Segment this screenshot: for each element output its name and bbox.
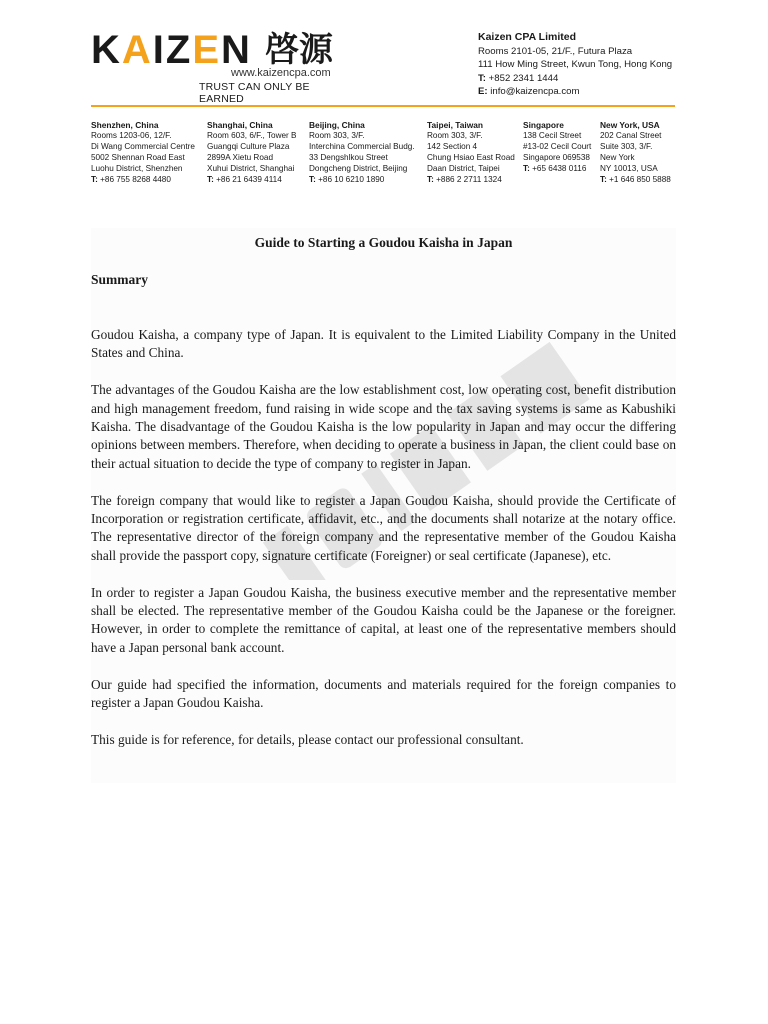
office-address-line: Di Wang Commercial Centre	[91, 141, 195, 151]
office-phone-number: +886 2 2711 1324	[436, 174, 502, 184]
office-address-line: Guangqi Culture Plaza	[207, 141, 290, 151]
hq-email-address[interactable]: info@kaizencpa.com	[490, 86, 580, 97]
logo-letter: A	[121, 28, 153, 72]
office-address-line: Interchina Commercial Budg.	[309, 141, 415, 151]
office-address-line: 138 Cecil Street	[523, 130, 582, 140]
office-phone-number: +86 21 6439 4114	[216, 174, 282, 184]
hq-address-line-1: Rooms 2101-05, 21/F., Futura Plaza	[478, 45, 633, 57]
hq-phone-label: T:	[478, 72, 486, 84]
office-phone-number: +86 755 8268 4480	[100, 174, 171, 184]
office-city: New York, USA	[600, 120, 660, 130]
office-phone-number: +86 10 6210 1890	[318, 174, 385, 184]
office-phone-number: +65 6438 0116	[532, 163, 587, 173]
office-address-line: Rooms 1203-06, 12/F.	[91, 130, 172, 140]
office-phone	[427, 175, 515, 186]
office-address-line: New York	[600, 152, 635, 162]
company-logo	[91, 28, 351, 105]
office-address-line: Chung Hsiao East Road	[427, 152, 515, 162]
office-city: Shenzhen, China	[91, 120, 159, 130]
office-city: Shanghai, China	[207, 120, 273, 130]
office-phone-label: T:	[427, 174, 434, 184]
logo-letter: N	[221, 28, 252, 72]
paragraph: The foreign company that would like to register a Japan Goudou Kaisha, should provide the Certificate of Incorporation or registration certificate, affidavit, etc., and the documents shall notarize at the notary office. The representative director of the foreign company and the representative member of the Goudou Kaisha shall provide the passport copy, signature certificate (Foreigner) or seal certificate (Japanese), etc.	[91, 492, 676, 563]
office-shenzhen	[91, 120, 195, 185]
office-address-line: 2899A Xietu Road	[207, 152, 274, 162]
header-divider	[91, 105, 675, 107]
office-address-line: Xuhui District, Shanghai	[207, 163, 295, 173]
office-shanghai	[207, 120, 297, 185]
headquarters-address	[478, 31, 698, 99]
hq-email	[478, 85, 698, 99]
office-address-line: 202 Canal Street	[600, 130, 662, 140]
document-title: Guide to Starting a Goudou Kaisha in Japan	[254, 235, 513, 250]
paragraph: This guide is for reference, for details, please contact our professional consultant.	[91, 731, 524, 747]
hq-company-name: Kaizen CPA Limited	[478, 31, 577, 43]
office-phone-label: T:	[207, 174, 214, 184]
office-address-line: Dongcheng District, Beijing	[309, 163, 408, 173]
office-address-line: Luohu District, Shenzhen	[91, 163, 183, 173]
office-address-line: Room 603, 6/F., Tower B	[207, 130, 297, 140]
office-address-line: Singapore 069538	[523, 152, 590, 162]
office-address-line: Daan District, Taipei	[427, 163, 500, 173]
hq-phone-number: +852 2341 1444	[488, 72, 559, 84]
office-address-line: 33 Dengshlkou Street	[309, 152, 388, 162]
logo-cjk-wordmark: 啓源	[265, 30, 333, 70]
office-phone	[91, 175, 195, 186]
office-address-line: NY 10013, USA	[600, 163, 658, 173]
office-address-line: 142 Section 4	[427, 141, 478, 151]
paragraph: Goudou Kaisha, a company type of Japan. It is equivalent to the Limited Liability Company in the United States and China.	[91, 327, 676, 361]
office-address-line: Room 303, 3/F.	[427, 130, 483, 140]
website-link[interactable]: www.kaizencpa.com	[231, 67, 331, 79]
hq-phone	[478, 72, 698, 86]
office-phone-number: +1 646 850 5888	[609, 174, 671, 184]
office-singapore	[523, 120, 591, 175]
paragraph: In order to register a Japan Goudou Kaisha, the business executive member and the representative member shall be elected. The representative member of the Goudou Kaisha could be the Japanese or the foreigner. However, in order to complete the remittance of capital, at least one of the representative members should have a Japan personal bank account.	[91, 584, 676, 655]
office-phone-label: T:	[309, 174, 316, 184]
office-address-line: #13-02 Cecil Court	[523, 141, 592, 151]
office-taipei	[427, 120, 515, 185]
office-address-line: Suite 303, 3/F.	[600, 141, 653, 151]
tagline: TRUST CAN ONLY BE EARNED	[199, 81, 310, 105]
branch-offices	[91, 120, 691, 190]
logo-letter: E	[192, 28, 222, 72]
office-phone	[207, 175, 297, 186]
hq-email-label: E:	[478, 86, 488, 97]
office-city: Singapore	[523, 120, 564, 130]
office-city: Beijing, China	[309, 120, 365, 130]
logo-letter: I	[152, 28, 166, 72]
office-beijing	[309, 120, 415, 185]
office-phone	[523, 164, 591, 175]
office-new-york	[600, 120, 671, 185]
paragraph: Our guide had specified the information, documents and materials required for the foreign companies to register a Japan Goudou Kaisha.	[91, 676, 676, 711]
office-phone-label: T:	[600, 174, 607, 184]
logo-letter: K	[91, 28, 122, 72]
office-address-line: Room 303, 3/F.	[309, 130, 365, 140]
office-phone	[600, 175, 671, 186]
office-phone-label: T:	[91, 174, 98, 184]
section-heading-summary: Summary	[91, 272, 148, 287]
logo-letter: Z	[165, 28, 193, 72]
hq-address-line-2: 111 How Ming Street, Kwun Tong, Hong Kong	[478, 59, 673, 70]
office-phone	[309, 175, 415, 186]
logo-wordmark	[91, 30, 252, 70]
paragraph: The advantages of the Goudou Kaisha are the low establishment cost, low operating cost, benefit distribution and high management freedom, fund raising in wide scope and the tax saving systems is same as Kabushiki Kaisha. The disadvantage of the Goudou Kaisha is the low popularity in Japan and may occur the differing opinions between members. Therefore, when deciding to operate a business in Japan, the client could base on their actual situation to decide the type of company to register in Japan.	[91, 382, 676, 471]
office-city: Taipei, Taiwan	[427, 120, 483, 130]
summary-body	[91, 326, 676, 768]
office-phone-label: T:	[523, 163, 530, 173]
office-address-line: 5002 Shennan Road East	[91, 152, 185, 162]
